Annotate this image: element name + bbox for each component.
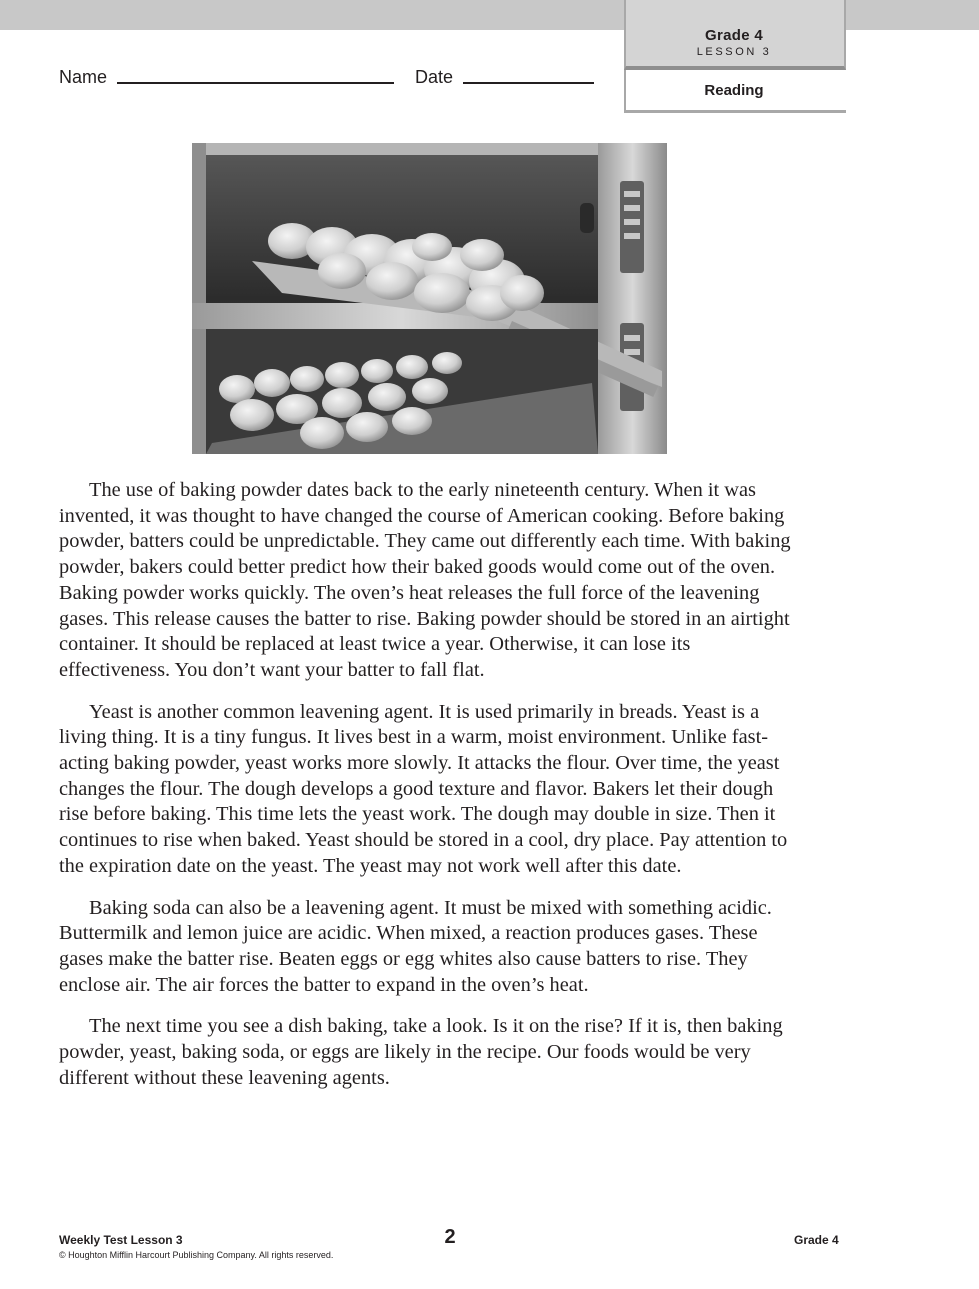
article-paragraph: The next time you see a dish baking, take a look. Is it on the rise? If it is, then baking powder, yeast, baking soda, or eggs are likely in the recipe. Our foods would be very different without these leavening agents. xyxy=(59,1015,783,1089)
article-body xyxy=(59,478,804,1107)
grade-label: Grade 4 xyxy=(705,27,763,44)
name-label: Name xyxy=(59,67,108,87)
footer-grade: Grade 4 xyxy=(794,1233,839,1247)
footer-test-name: Weekly Test Lesson 3 xyxy=(59,1233,183,1247)
article-paragraph: Baking soda can also be a leavening agent. It must be mixed with something acidic. Buttermilk and lemon juice are acidic. When mixed, a reaction produces gases. These gases make the batter rise. Beaten eggs or egg whites also cause batters to rise. They enclose air. The air forces the batter to expand in the oven’s heat. xyxy=(59,896,772,996)
lesson-label: LESSON 3 xyxy=(696,46,772,58)
article-paragraph: Yeast is another common leavening agent. It is used primarily in breads. Yeast is a living thing. It is a tiny fungus. It lives best in a warm, moist environment. Unlike fast-acting baking powder, yeast works more slowly. It attacks the flour. Over time, the yeast changes the flour. The dough develops a good texture and flavor. Bakers let their dough rise before baking. This time lets the yeast work. The dough may double in size. Then it continues to rise when baked. Yeast should be stored in a cool, dry place. Pay attention to the expiration date on the yeast. The yeast may not work well after this date. xyxy=(59,700,788,877)
page-number: 2 xyxy=(444,1226,456,1248)
subject-label: Reading xyxy=(704,82,764,99)
article-paragraph: The use of baking powder dates back to the early nineteenth century. When it was invented, it was thought to have changed the course of American cooking. Before baking powder, batters could be unpredictable. They came out differently each time. With baking powder, bakers could better predict how their baked goods would come out of the oven. Baking powder works quickly. The oven’s heat releases the full force of the leavening gases. This release causes the batter to rise. Baking powder should be stored in an airtight container. It should be replaced at least twice a year. Otherwise, it can lose its effectiveness. You don’t want your batter to fall flat. xyxy=(59,479,791,681)
grade-lesson-tab xyxy=(624,0,846,113)
bread-rolls-in-oven-photo xyxy=(192,143,667,454)
name-field-line[interactable] xyxy=(117,82,394,84)
date-field-line[interactable] xyxy=(463,82,594,84)
date-label: Date xyxy=(415,67,454,87)
footer-copyright: © Houghton Mifflin Harcourt Publishing Company. All rights reserved. xyxy=(59,1250,334,1260)
